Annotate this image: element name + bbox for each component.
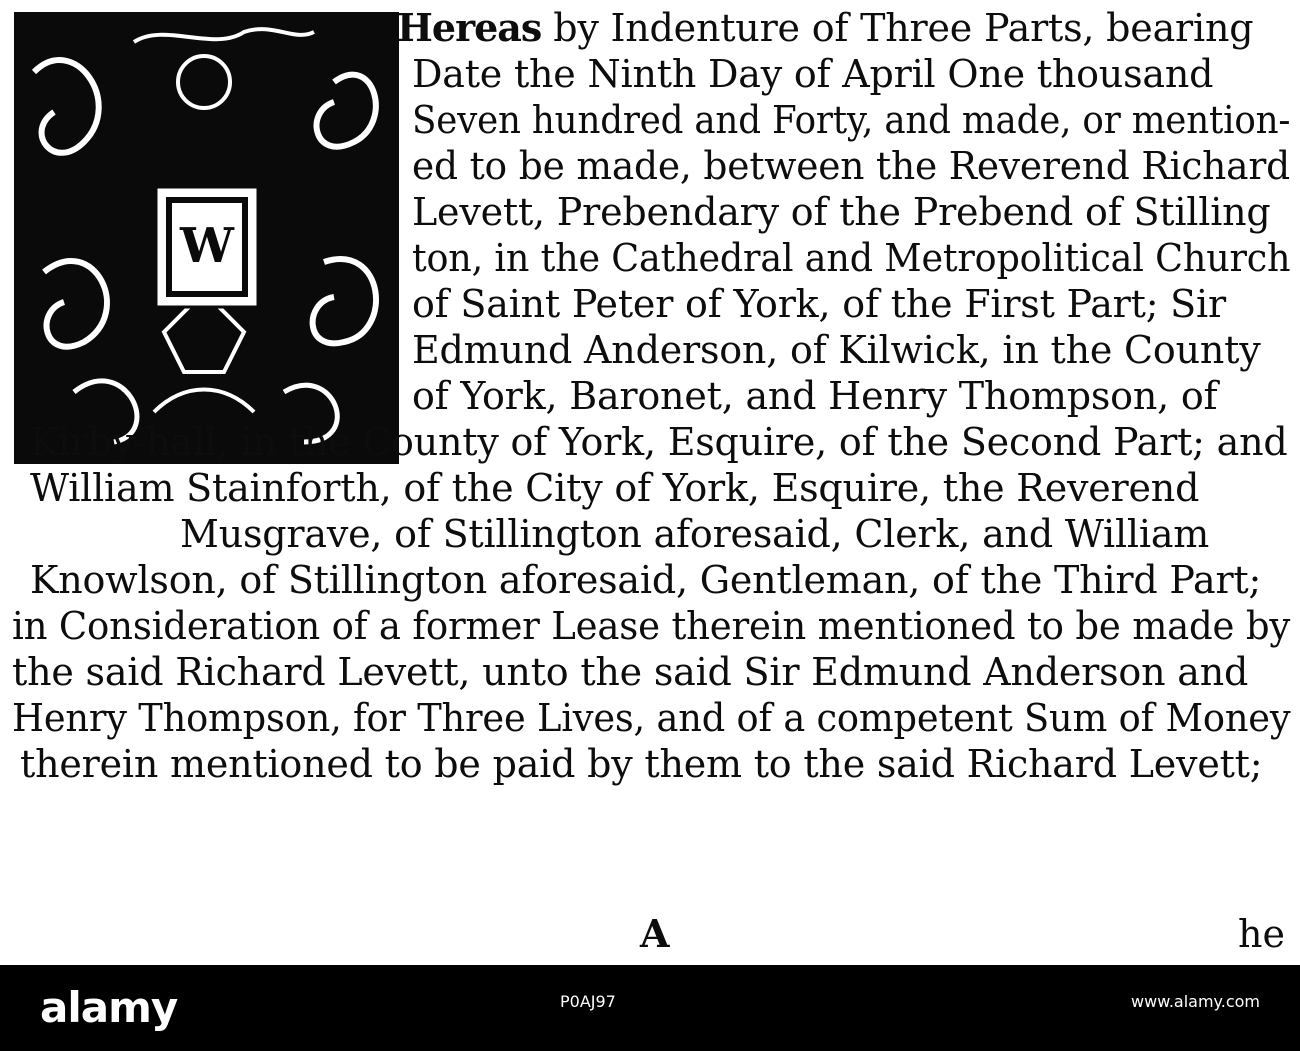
- text-line-2: Date the Ninth Day of April One thousand: [412, 52, 1214, 96]
- text-line-9: of York, Baronet, and Henry Thompson, of: [412, 374, 1218, 418]
- image-id-label: P0AJ97: [560, 992, 616, 1011]
- text-line-6: ton, in the Cathedral and Metropolitical Church: [412, 236, 1291, 280]
- text-line-4: ed to be made, between the Reverend Richard: [412, 144, 1291, 188]
- text-line-11: William Stainforth, of the City of York, Esquire, the Reverend: [30, 466, 1200, 510]
- text-line-15: the said Richard Levett, unto the said Sir Edmund Anderson and: [12, 650, 1249, 694]
- text-line-3: Seven hundred and Forty, and made, or mention-: [412, 98, 1291, 142]
- text-line-10: Kirby-hall, in the County of York, Esquire, of the Second Part; and: [30, 420, 1288, 464]
- initial-letter: W: [180, 218, 234, 274]
- ornamental-initial: [14, 12, 399, 464]
- text-line-1: [397, 6, 1253, 50]
- site-url-link[interactable]: www.alamy.com: [1131, 992, 1260, 1011]
- catchword: he: [1238, 912, 1285, 956]
- text-line-16: Henry Thompson, for Three Lives, and of a competent Sum of Money: [12, 696, 1291, 740]
- logo-text: alamy: [40, 983, 178, 1032]
- text-line-7: of Saint Peter of York, of the First Part; Sir: [412, 282, 1226, 326]
- stock-banner: [0, 965, 1300, 1051]
- first-word: Hereas: [397, 5, 542, 50]
- alamy-logo[interactable]: [40, 983, 177, 1032]
- text-line-8: Edmund Anderson, of Kilwick, in the County: [412, 328, 1261, 372]
- text-line-12: Musgrave, of Stillington aforesaid, Clerk, and William: [180, 512, 1210, 556]
- text-line-14: in Consideration of a former Lease therein mentioned to be made by: [12, 604, 1291, 648]
- text-line-17: therein mentioned to be paid by them to the said Richard Levett;: [20, 742, 1263, 786]
- line-text: by Indenture of Three Parts, bearing: [553, 6, 1254, 50]
- text-line-5: Levett, Prebendary of the Prebend of Stilling: [412, 190, 1271, 234]
- signature-mark: A: [640, 911, 670, 956]
- text-line-13: Knowlson, of Stillington aforesaid, Gentleman, of the Third Part;: [30, 558, 1262, 602]
